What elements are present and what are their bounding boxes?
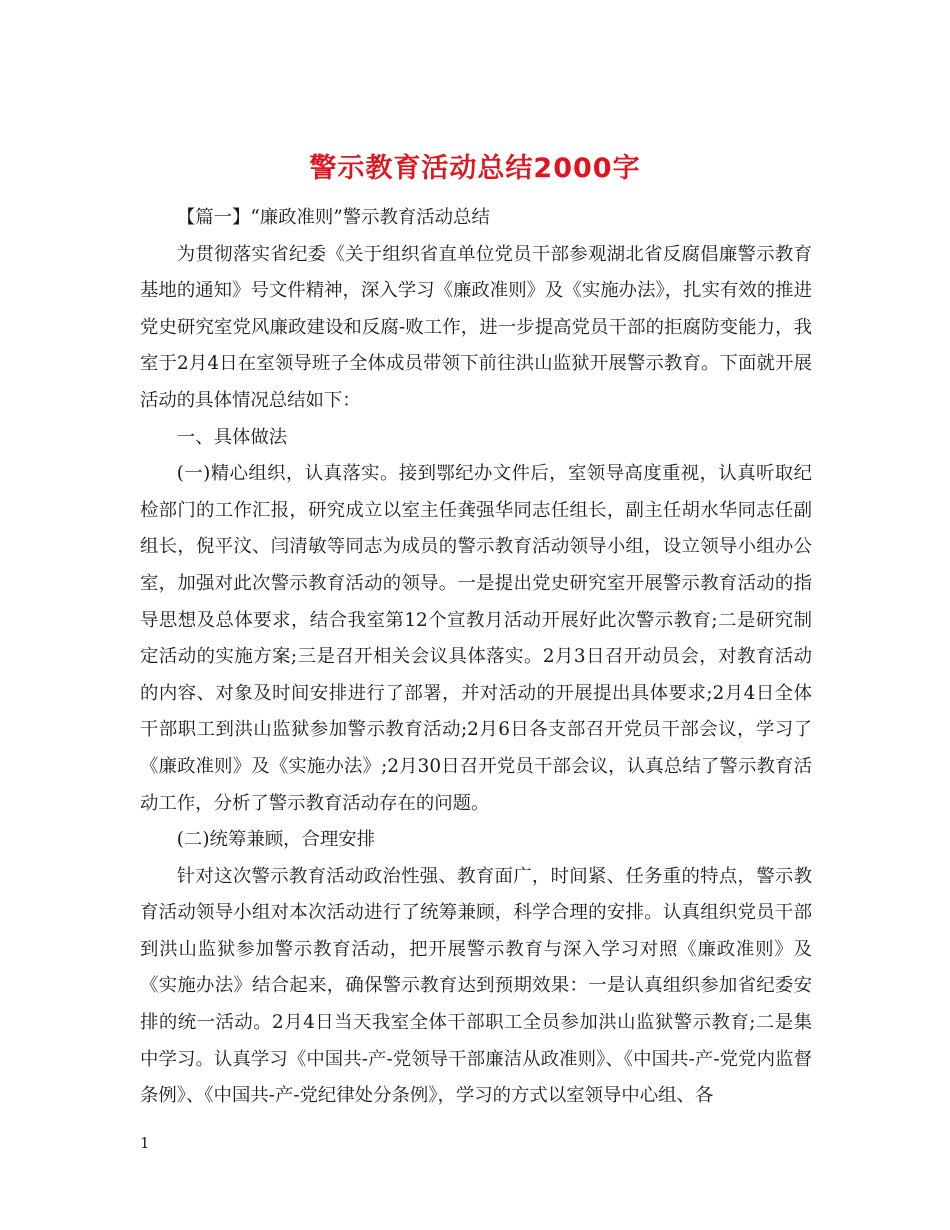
document-title: 警示教育活动总结2000字 xyxy=(309,153,641,185)
body-paragraph: 针对这次警示教育活动政治性强、教育面广，时间紧、任务重的特点，警示教育活动领导小组对本次活动进行了统筹兼顾，科学合理的安排。认真组织党员干部到洪山监狱参加警示教育活动，把开展警示教育与深入学习对照《廉政准则》及《实施办法》结合起来，确保警示教育达到预期效果：一是认真组织参加省纪委安排的统一活动。2月4日当天我室全体干部职工全员参加洪山监狱警示教育;二是集中学习。认真学习《中国共-产-党领导干部廉洁从政准则》、《中国共-产-党党内监督条例》、《中国共-产-党纪律处分条例》，学习的方式以室领导中心组、各 xyxy=(140,865,812,1107)
body-paragraph: (一)精心组织，认真落实。接到鄂纪办文件后，室领导高度重视，认真听取纪检部门的工作汇报，研究成立以室主任龚强华同志任组长，副主任胡水华同志任副组长，倪平汶、闫清敏等同志为成员的警示教育活动领导小组，设立领导小组办公室，加强对此次警示教育活动的领导。一是提出党史研究室开展警示教育活动的指导思想及总体要求，结合我室第12个宣教月活动开展好此次警示教育;二是研究制定活动的实施方案;三是召开相关会议具体落实。2月3日召开动员会，对教育活动的内容、对象及时间安排进行了部署，并对活动的开展提出具体要求;2月4日全体干部职工到洪山监狱参加警示教育活动;2月6日各支部召开党员干部会议，学习了《廉政准则》及《实施办法》;2月30日召开党员干部会议，认真总结了警示教育活动工作，分析了警示教育活动存在的问题。 xyxy=(140,463,812,814)
page-number: 1 xyxy=(140,1134,150,1152)
section-heading-methods: 一、具体做法 xyxy=(176,426,288,448)
subsection-heading: (二)统筹兼顾，合理安排 xyxy=(176,829,376,851)
section-heading-part-one: 【篇一】“廉政准则”警示教育活动总结 xyxy=(176,207,490,228)
body-paragraph: 为贯彻落实省纪委《关于组织省直单位党员干部参观湖北省反腐倡廉警示教育基地的通知》号文件精神，深入学习《廉政准则》及《实施办法》，扎实有效的推进党史研究室党风廉政建设和反腐-败工作，进一步提高党员干部的拒腐防变能力，我室于2月4日在室领导班子全体成员带领下前往洪山监狱开展警示教育。下面就开展活动的具体情况总结如下： xyxy=(140,243,812,411)
document-body xyxy=(140,200,812,1115)
